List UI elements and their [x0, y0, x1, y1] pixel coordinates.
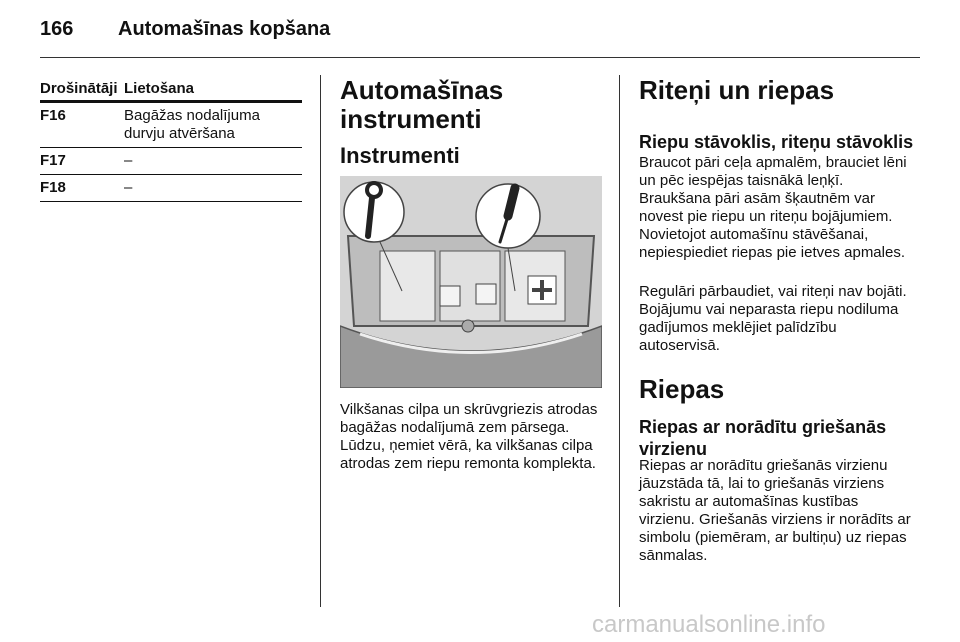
table-row: [40, 175, 302, 202]
section-heading-wheels: Riteņi un riepas: [639, 75, 835, 105]
directional-tyres-text: Riepas ar norādītu griešanās virzienu jāuzstāda tā, lai to griešanās virziens sakristu ar automašīnas kustības virzienu. Griešanās virziens ir norādīts ar simbolu (piemēram, ar bultiņu) uz riepas sānmalas.: [639, 457, 911, 564]
watermark: carmanualsonline.info: [592, 611, 826, 638]
table-row: [40, 103, 302, 148]
subheading-tools: Instrumenti: [340, 143, 460, 168]
trunk-tools-photo: [340, 176, 602, 388]
fuse-id: F17: [40, 152, 66, 169]
table-row: [40, 148, 302, 175]
fuse-usage: –: [124, 179, 133, 196]
tools-caption: Vilkšanas cilpa un skrūvgriezis atrodas bagāžas nodalījumā zem pārsega. Lūdzu, ņemiet vērā, ka vilkšanas cilpa atrodas zem riepu remonta komplekta.: [340, 401, 598, 472]
column-divider-left: [320, 75, 321, 607]
fuse-id: F16: [40, 107, 66, 124]
column-header-fuse: Drošinātāji: [40, 80, 118, 97]
page-title: Automašīnas kopšana: [118, 18, 331, 40]
fuse-usage: Bagāžas nodalījuma durvju atvēršana: [124, 107, 260, 142]
page-number: 166: [40, 18, 74, 40]
tyre-condition-text-1: Braucot pāri ceļa apmalēm, brauciet lēni un pēc iespējas taisnākā leņķī. Braukšana pāri asām šķautnēm var novest pie riepu un riteņu bojājumiem. Novietojot automašīnu stāvēšanai, nepiespiediet riepas pie ietves apmales.: [639, 154, 907, 261]
section-heading-tools: Automašīnas instrumenti: [340, 75, 504, 134]
fuse-table: [40, 80, 302, 202]
fuse-table-header: [40, 80, 302, 103]
subheading-tyre-condition: Riepu stāvoklis, riteņu stāvoklis: [639, 132, 914, 152]
fuse-usage: –: [124, 152, 133, 169]
fuse-id: F18: [40, 179, 66, 196]
tyre-condition-text-2: Regulāri pārbaudiet, vai riteņi nav bojāti. Bojājumu vai neparasta riepu nodiluma gadījumos meklējiet palīdzību autoservisā.: [639, 283, 907, 354]
section-heading-tyres: Riepas: [639, 374, 725, 404]
header-divider: [40, 57, 920, 58]
column-header-usage: Lietošana: [124, 80, 195, 97]
trunk-illustration: [340, 176, 602, 388]
subheading-directional-tyres: Riepas ar norādītu griešanās virzienu: [639, 417, 887, 459]
column-divider-right: [619, 75, 620, 607]
